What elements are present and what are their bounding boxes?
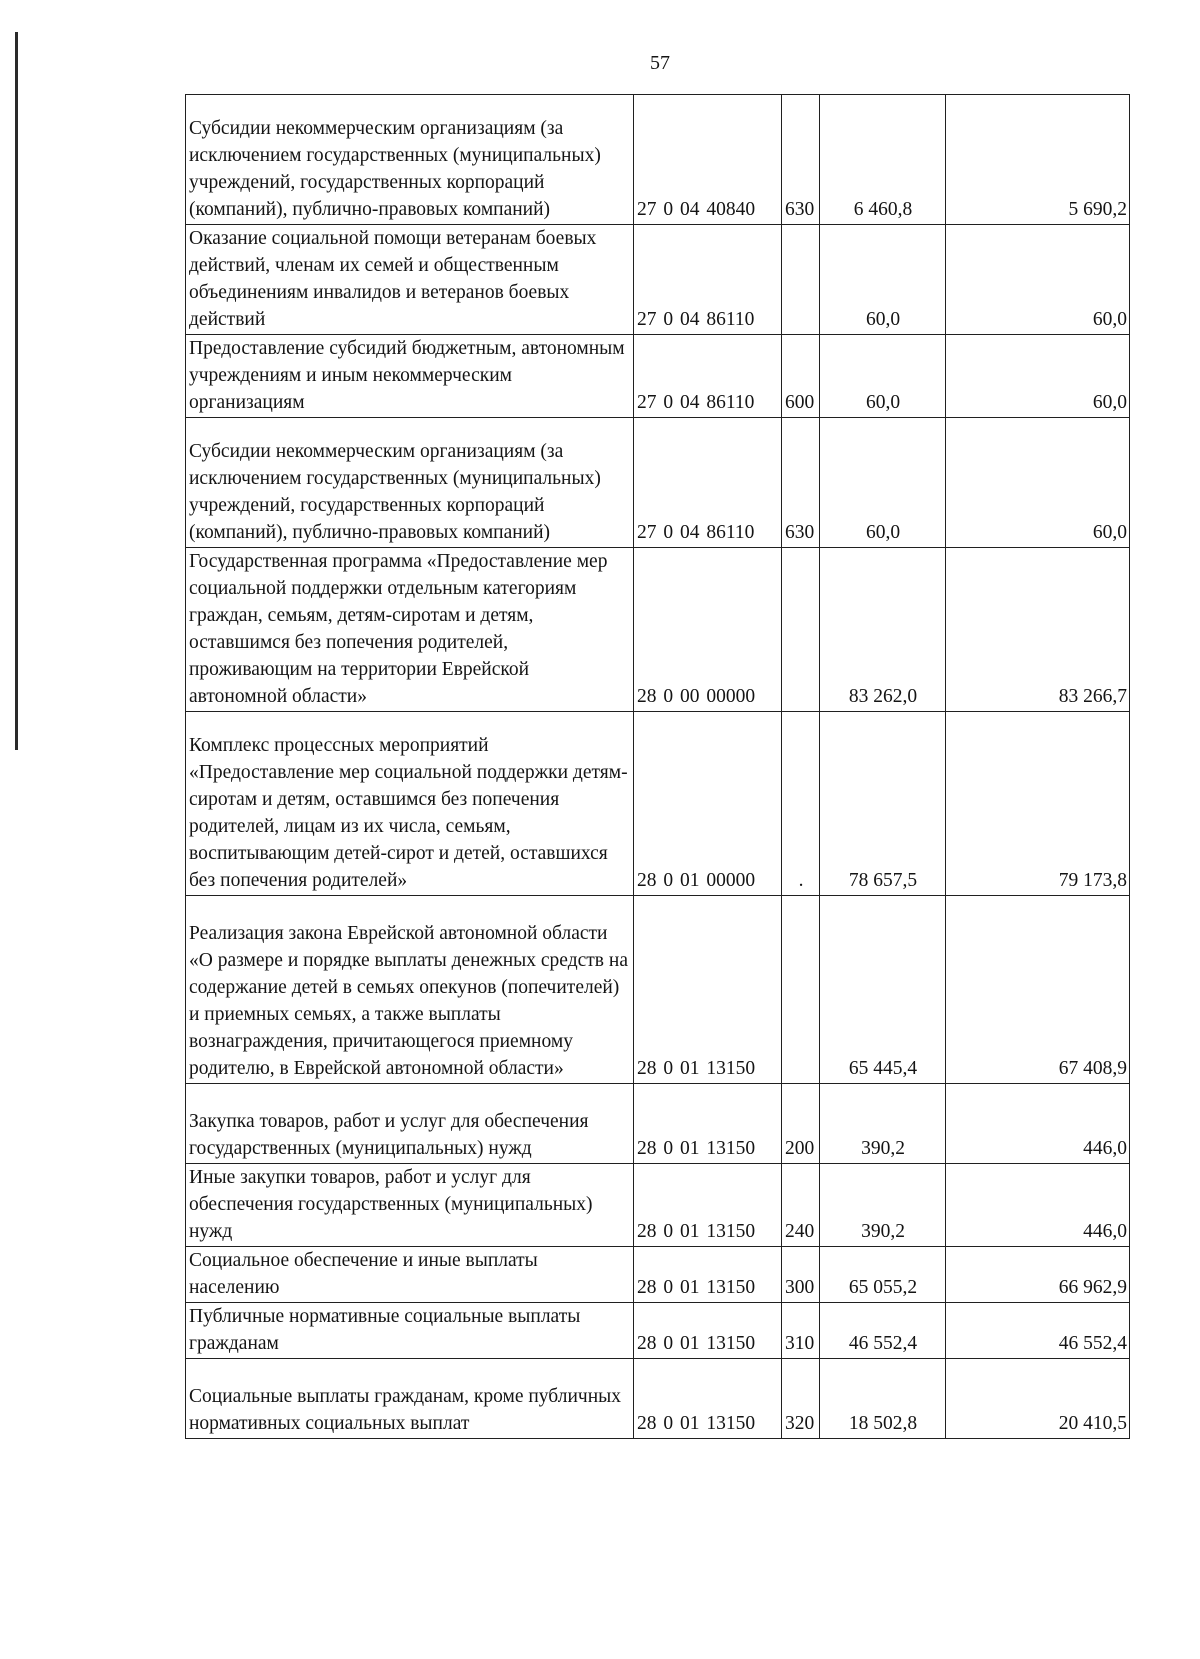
- row-name: Реализация закона Еврейской автономной области «О размере и порядке выплаты денежных средств на содержание детей в семьях опекунов (попечителей) и приемных семьях, а также выплаты вознаграждения, причитающегося приемному родителю, в Еврейской автономной области»: [186, 896, 634, 1084]
- table-row: [186, 712, 1130, 896]
- row-code: 28 0 01 13150: [634, 1164, 782, 1247]
- row-name: Субсидии некоммерческим организациям (за исключением государственных (муниципальных) учреждений, государственных корпораций (компаний), публично-правовых компаний): [186, 95, 634, 225]
- table-row: [186, 1303, 1130, 1359]
- row-vr: 320: [782, 1359, 820, 1439]
- row-name: Публичные нормативные социальные выплаты гражданам: [186, 1303, 634, 1359]
- table-row: [186, 95, 1130, 225]
- table-row: [186, 1084, 1130, 1164]
- row-name: Субсидии некоммерческим организациям (за исключением государственных (муниципальных) учреждений, государственных корпораций (компаний), публично-правовых компаний): [186, 418, 634, 548]
- row-code: 28 0 01 13150: [634, 1359, 782, 1439]
- row-vr: 600: [782, 335, 820, 418]
- row-value-2: 60,0: [946, 418, 1130, 548]
- row-code: 27 0 04 86110: [634, 335, 782, 418]
- scan-edge-mark: [15, 32, 18, 750]
- budget-table: [185, 94, 1130, 1439]
- row-name: Оказание социальной помощи ветеранам боевых действий, членам их семей и общественным объединениям инвалидов и ветеранов боевых действий: [186, 225, 634, 335]
- table-row: [186, 896, 1130, 1084]
- row-value-2: 446,0: [946, 1164, 1130, 1247]
- row-code: 28 0 00 00000: [634, 548, 782, 712]
- row-value-1: 390,2: [820, 1164, 946, 1247]
- row-vr: [782, 896, 820, 1084]
- row-vr: .: [782, 712, 820, 896]
- table-row: [186, 1247, 1130, 1303]
- row-value-1: 78 657,5: [820, 712, 946, 896]
- row-name: Предоставление субсидий бюджетным, автономным учреждениям и иным некоммерческим организациям: [186, 335, 634, 418]
- row-value-2: 446,0: [946, 1084, 1130, 1164]
- row-value-2: 60,0: [946, 225, 1130, 335]
- row-code: 28 0 01 00000: [634, 712, 782, 896]
- table-row: [186, 1164, 1130, 1247]
- row-name: Социальные выплаты гражданам, кроме публичных нормативных социальных выплат: [186, 1359, 634, 1439]
- row-code: 27 0 04 86110: [634, 225, 782, 335]
- row-vr: [782, 225, 820, 335]
- row-code: 28 0 01 13150: [634, 1084, 782, 1164]
- row-code: 27 0 04 40840: [634, 95, 782, 225]
- table-row: [186, 418, 1130, 548]
- row-value-1: 65 445,4: [820, 896, 946, 1084]
- row-value-2: 5 690,2: [946, 95, 1130, 225]
- table-row: [186, 335, 1130, 418]
- row-value-1: 390,2: [820, 1084, 946, 1164]
- row-code: 27 0 04 86110: [634, 418, 782, 548]
- table-row: [186, 1359, 1130, 1439]
- row-name: Государственная программа «Предоставление мер социальной поддержки отдельным категориям граждан, семьям, детям-сиротам и детям, оставшимся без попечения родителей, проживающим на территории Еврейской автономной области»: [186, 548, 634, 712]
- row-value-1: 46 552,4: [820, 1303, 946, 1359]
- row-vr: 630: [782, 95, 820, 225]
- row-vr: 630: [782, 418, 820, 548]
- row-name: Иные закупки товаров, работ и услуг для обеспечения государственных (муниципальных) нужд: [186, 1164, 634, 1247]
- table-row: [186, 548, 1130, 712]
- row-name: Закупка товаров, работ и услуг для обеспечения государственных (муниципальных) нужд: [186, 1084, 634, 1164]
- row-value-1: 60,0: [820, 225, 946, 335]
- row-name: Комплекс процессных мероприятий «Предоставление мер социальной поддержки детям-сиротам и детям, оставшимся без попечения родителей, лицам из их числа, семьям, воспитывающим детей-сирот и детей, оставшихся без попечения родителей»: [186, 712, 634, 896]
- row-code: 28 0 01 13150: [634, 896, 782, 1084]
- row-value-1: 60,0: [820, 418, 946, 548]
- row-vr: 240: [782, 1164, 820, 1247]
- row-value-1: 83 262,0: [820, 548, 946, 712]
- page-number: 57: [650, 52, 670, 74]
- row-value-2: 67 408,9: [946, 896, 1130, 1084]
- row-vr: [782, 548, 820, 712]
- row-vr: 300: [782, 1247, 820, 1303]
- row-value-1: 18 502,8: [820, 1359, 946, 1439]
- row-value-1: 6 460,8: [820, 95, 946, 225]
- row-value-2: 60,0: [946, 335, 1130, 418]
- table-row: [186, 225, 1130, 335]
- row-value-2: 83 266,7: [946, 548, 1130, 712]
- row-vr: 200: [782, 1084, 820, 1164]
- row-value-1: 65 055,2: [820, 1247, 946, 1303]
- row-value-2: 79 173,8: [946, 712, 1130, 896]
- row-value-1: 60,0: [820, 335, 946, 418]
- row-name: Социальное обеспечение и иные выплаты населению: [186, 1247, 634, 1303]
- row-code: 28 0 01 13150: [634, 1247, 782, 1303]
- row-code: 28 0 01 13150: [634, 1303, 782, 1359]
- row-value-2: 46 552,4: [946, 1303, 1130, 1359]
- row-value-2: 66 962,9: [946, 1247, 1130, 1303]
- row-vr: 310: [782, 1303, 820, 1359]
- row-value-2: 20 410,5: [946, 1359, 1130, 1439]
